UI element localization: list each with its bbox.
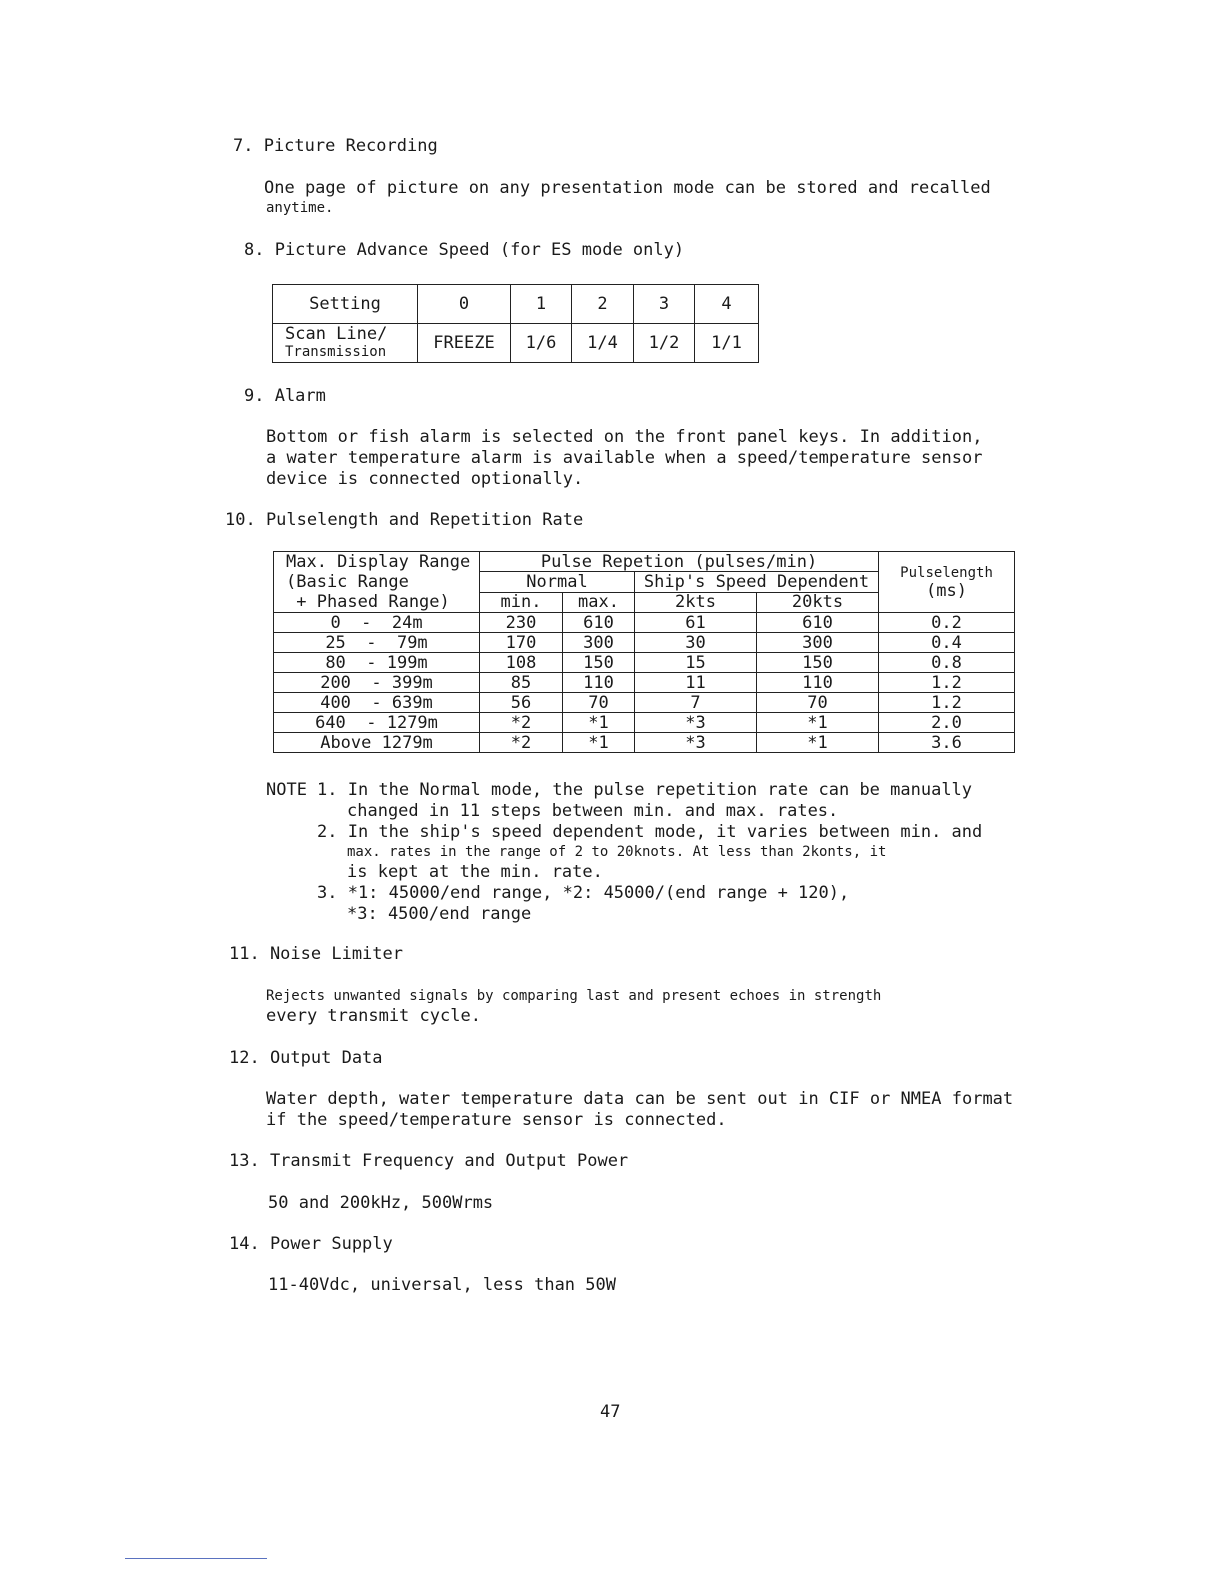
20kts-cell: *1 (757, 733, 879, 753)
section-8-heading: 8. Picture Advance Speed (for ES mode only) (244, 240, 685, 260)
section-11-body-line-1: Rejects unwanted signals by comparing last and present echoes in strength (266, 988, 882, 1004)
scan-line-value-cell: FREEZE (418, 324, 511, 363)
table-row (274, 613, 1015, 633)
note-3-line-2: *3: 4500/end range (347, 904, 532, 924)
picture-advance-speed-table (272, 284, 759, 363)
20kts-cell: 150 (757, 653, 879, 673)
2kts-cell: 30 (635, 633, 757, 653)
table-row (274, 633, 1015, 653)
section-12-body: Water depth, water temperature data can be sent out in CIF or NMEA format if the speed/temperature sensor is connected. (266, 1089, 1014, 1130)
2kts-cell: 7 (635, 693, 757, 713)
section-11-body-line-2: every transmit cycle. (266, 1006, 481, 1026)
section-13-body: 50 and 200kHz, 500Wrms (268, 1193, 494, 1213)
note-2-line-2: max. rates in the range of 2 to 20knots. At less than 2konts, it (347, 844, 887, 860)
2kts-cell: *3 (635, 713, 757, 733)
2kts-cell: 11 (635, 673, 757, 693)
scan-line-value-cell: 1/2 (634, 324, 695, 363)
range-cell: 0 - 24m (274, 613, 480, 633)
min-cell: *2 (480, 733, 563, 753)
table-row (273, 324, 759, 363)
section-9-heading: 9. Alarm (244, 386, 326, 406)
scan-line-label-line-1: Scan Line/ (285, 324, 388, 344)
setting-cell: 1 (511, 285, 572, 324)
normal-header: Normal (480, 572, 635, 592)
2kts-cell: 15 (635, 653, 757, 673)
range-cell: 640 - 1279m (274, 713, 480, 733)
min-cell: 230 (480, 613, 563, 633)
max-cell: 150 (563, 653, 635, 673)
pulselength-header-line-2: (ms) (926, 581, 967, 601)
setting-label-cell: Setting (273, 285, 418, 324)
pulselength-repetition-table (273, 551, 1015, 753)
ship-speed-dependent-header: Ship's Speed Dependent (635, 572, 879, 592)
note-1-line-2: changed in 11 steps between min. and max. rates. (347, 801, 839, 821)
range-cell: Above 1279m (274, 733, 480, 753)
section-7-body-line-1: One page of picture on any presentation mode can be stored and recalled (264, 178, 991, 198)
20kts-cell: *1 (757, 713, 879, 733)
max-cell: 70 (563, 693, 635, 713)
note-2-line-3: is kept at the min. rate. (347, 862, 603, 882)
scan-line-label-cell (273, 324, 418, 363)
min-cell: 85 (480, 673, 563, 693)
min-cell: 108 (480, 653, 563, 673)
table-row (274, 713, 1015, 733)
table-header-row (274, 552, 1015, 572)
pulselength-cell: 0.8 (879, 653, 1015, 673)
max-cell: 110 (563, 673, 635, 693)
table-row (274, 693, 1015, 713)
scan-line-value-cell: 1/1 (695, 324, 759, 363)
range-cell: 25 - 79m (274, 633, 480, 653)
table-row (274, 733, 1015, 753)
note-3-line-1: 3. *1: 45000/end range, *2: 45000/(end range + 120), (317, 883, 850, 903)
note-1-line-1: 1. In the Normal mode, the pulse repetition rate can be manually (317, 780, 973, 800)
section-12-heading: 12. Output Data (229, 1048, 383, 1068)
pulselength-cell: 2.0 (879, 713, 1015, 733)
2kts-cell: 61 (635, 613, 757, 633)
max-cell: 300 (563, 633, 635, 653)
table-row (274, 653, 1015, 673)
scan-line-value-cell: 1/6 (511, 324, 572, 363)
section-7-body-line-2: anytime. (266, 200, 334, 216)
range-cell: 400 - 639m (274, 693, 480, 713)
table-row (273, 285, 759, 324)
pulselength-cell: 1.2 (879, 673, 1015, 693)
20kts-cell: 300 (757, 633, 879, 653)
20kts-header: 20kts (757, 592, 879, 612)
pulselength-cell: 0.4 (879, 633, 1015, 653)
max-header: max. (563, 592, 635, 612)
note-label: NOTE (266, 780, 307, 800)
setting-cell: 2 (572, 285, 634, 324)
pulse-repetition-header: Pulse Repetion (pulses/min) (480, 552, 879, 572)
max-cell: *1 (563, 733, 635, 753)
pulselength-cell: 1.2 (879, 693, 1015, 713)
20kts-cell: 110 (757, 673, 879, 693)
min-cell: *2 (480, 713, 563, 733)
20kts-cell: 70 (757, 693, 879, 713)
setting-cell: 0 (418, 285, 511, 324)
setting-cell: 3 (634, 285, 695, 324)
scan-line-value-cell: 1/4 (572, 324, 634, 363)
page-number: 47 (600, 1402, 621, 1422)
pulselength-cell: 3.6 (879, 733, 1015, 753)
section-14-heading: 14. Power Supply (229, 1234, 393, 1254)
section-11-heading: 11. Noise Limiter (229, 944, 403, 964)
section-10-heading: 10. Pulselength and Repetition Rate (225, 510, 584, 530)
footer-rule (125, 1558, 267, 1559)
section-9-body: Bottom or fish alarm is selected on the front panel keys. In addition, a water temperature alarm is available when a speed/temperature sensor device is connected optionally. (266, 427, 983, 489)
min-header: min. (480, 592, 563, 612)
range-cell: 200 - 399m (274, 673, 480, 693)
pulselength-header-line-1: Pulselength (900, 565, 993, 581)
section-13-heading: 13. Transmit Frequency and Output Power (229, 1151, 629, 1171)
min-cell: 170 (480, 633, 563, 653)
section-14-body: 11-40Vdc, universal, less than 50W (268, 1275, 616, 1295)
20kts-cell: 610 (757, 613, 879, 633)
pulselength-header (879, 552, 1015, 613)
scan-line-label-line-2: Transmission (285, 344, 387, 360)
2kts-header: 2kts (635, 592, 757, 612)
section-7-heading: 7. Picture Recording (233, 136, 438, 156)
range-cell: 80 - 199m (274, 653, 480, 673)
pulselength-cell: 0.2 (879, 613, 1015, 633)
max-cell: *1 (563, 713, 635, 733)
min-cell: 56 (480, 693, 563, 713)
setting-cell: 4 (695, 285, 759, 324)
max-cell: 610 (563, 613, 635, 633)
max-display-range-header: Max. Display Range (Basic Range + Phased Range) (274, 552, 480, 613)
2kts-cell: *3 (635, 733, 757, 753)
note-2-line-1: 2. In the ship's speed dependent mode, it varies between min. and (317, 822, 983, 842)
table-row (274, 673, 1015, 693)
